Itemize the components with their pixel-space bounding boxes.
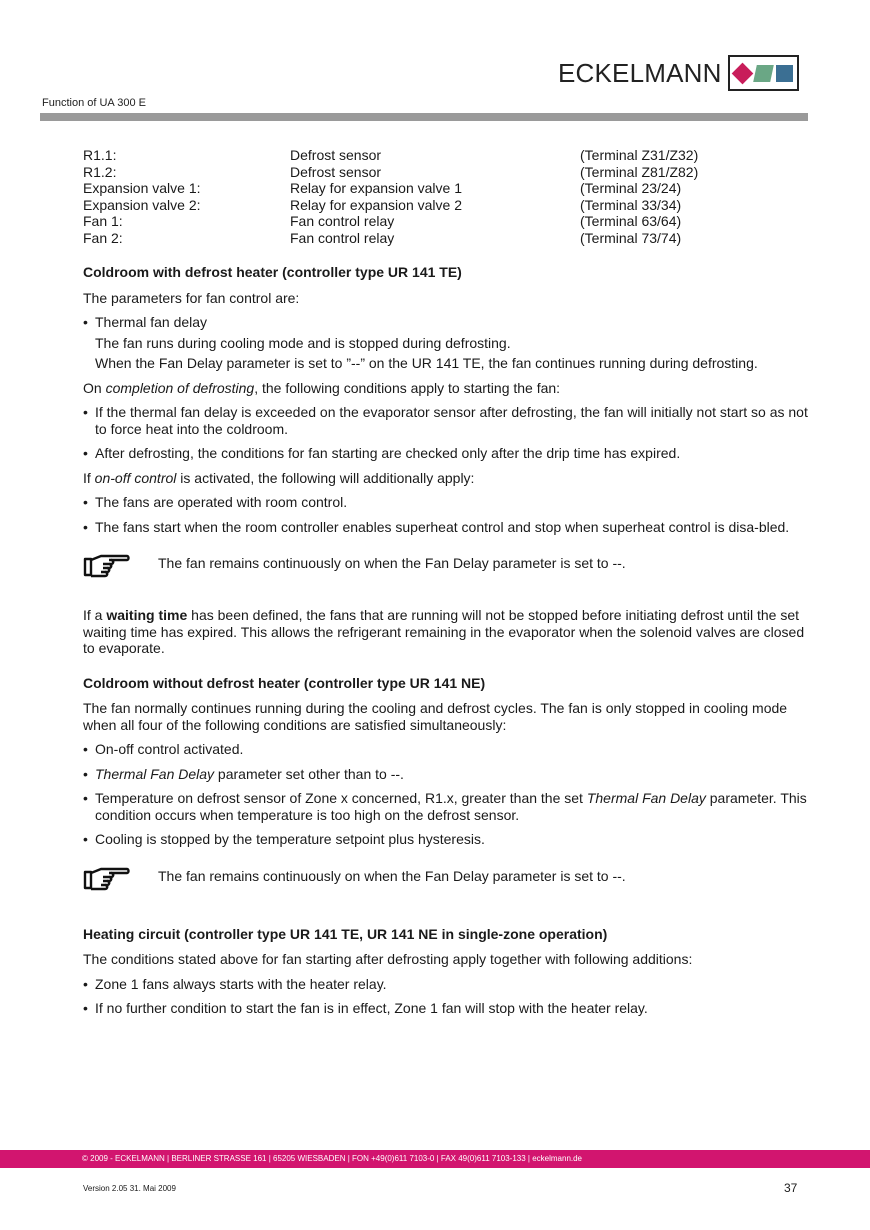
list-item: • Cooling is stopped by the temperature setpoint plus hysteresis. bbox=[83, 831, 810, 848]
section-heading: Heating circuit (controller type UR 141 TE, UR 141 NE in single-zone operation) bbox=[83, 925, 608, 942]
header-divider bbox=[40, 113, 808, 121]
table-row: Expansion valve 2: Relay for expansion valve 2 (Terminal 33/34) bbox=[83, 196, 682, 213]
footer-address: © 2009 - ECKELMANN | BERLINER STRASSE 161 | 65205 WIESBADEN | FON +49(0)611 7103-0 | FAX 49(0)611 7103-133 | eckelmann.de bbox=[82, 1154, 583, 1163]
paragraph: The fan normally continues running during the cooling and defrost cycles. The fan is only stopped in cooling mode when all four of the following conditions are satisfied simultaneously: bbox=[83, 700, 788, 733]
list-item: • The fans are operated with room control. bbox=[83, 494, 810, 511]
table-row: R1.2: Defrost sensor (Terminal Z81/Z82) bbox=[83, 163, 699, 180]
terminal-table bbox=[83, 147, 698, 246]
paragraph: If on-off control is activated, the following will additionally apply: bbox=[83, 469, 475, 486]
pointing-hand-icon bbox=[83, 864, 131, 892]
list-item: • Zone 1 fans always starts with the heater relay. bbox=[83, 976, 810, 993]
section-label: Function of UA 300 E bbox=[42, 97, 146, 109]
version-label: Version 2.05 31. Mai 2009 bbox=[83, 1184, 176, 1193]
table-row: R1.1: Defrost sensor (Terminal Z31/Z32) bbox=[83, 147, 699, 163]
note-text: The fan remains continuously on when the Fan Delay parameter is set to --. bbox=[158, 867, 626, 884]
list-item: • The fans start when the room controller enables superheat control and stop when superheat control is disa-bled. bbox=[83, 519, 810, 536]
table-row: Expansion valve 1: Relay for expansion valve 1 (Terminal 23/24) bbox=[83, 180, 682, 196]
table-row: Fan 2: Fan control relay (Terminal 73/74) bbox=[83, 229, 682, 246]
paragraph: On completion of defrosting, the following conditions apply to starting the fan: bbox=[83, 379, 561, 396]
list-item: • Thermal fan delay The fan runs during cooling mode and is stopped during defrosting. When the Fan Delay parameter is set to ”--” on the UR 141 TE, the fan continues running during defrosting. bbox=[83, 314, 810, 372]
page-number: 37 bbox=[784, 1181, 798, 1195]
logo-marks-icon bbox=[728, 55, 799, 91]
note-box bbox=[83, 868, 810, 898]
footer-bar bbox=[0, 1150, 870, 1168]
list-item: • On-off control activated. bbox=[83, 741, 810, 758]
page-content bbox=[83, 147, 810, 1025]
list-item: • After defrosting, the conditions for fan starting are checked only after the drip time has expired. bbox=[83, 445, 810, 462]
list-item: • If the thermal fan delay is exceeded on the evaporator sensor after defrosting, the fan will initially not start so as not to force heat into the coldroom. bbox=[83, 404, 810, 437]
list-item: • Thermal Fan Delay parameter set other than to --. bbox=[83, 766, 810, 783]
paragraph: If a waiting time has been defined, the fans that are running will not be stopped before initiating defrost until the set waiting time has expired. This allows the refrigerant remaining in the evaporator when the solenoid valves are closed to evaporate. bbox=[83, 607, 805, 656]
note-box bbox=[83, 555, 810, 585]
table-row: Fan 1: Fan control relay (Terminal 63/64) bbox=[83, 213, 682, 229]
list-item: • If no further condition to start the fan is in effect, Zone 1 fan will stop with the heater relay. bbox=[83, 1000, 810, 1017]
list-item: • Temperature on defrost sensor of Zone x concerned, R1.x, greater than the set Thermal Fan Delay parameter. This condition occurs when temperature is too high on the defrost sensor. bbox=[83, 790, 810, 823]
pointing-hand-icon bbox=[83, 551, 131, 579]
brand-name: ECKELMANN bbox=[558, 57, 722, 88]
section-heading: Coldroom with defrost heater (controller type UR 141 TE) bbox=[83, 264, 462, 280]
paragraph: The conditions stated above for fan starting after defrosting apply together with following additions: bbox=[83, 951, 693, 967]
section-heading: Coldroom without defrost heater (controller type UR 141 NE) bbox=[83, 674, 486, 691]
paragraph: The parameters for fan control are: bbox=[83, 289, 300, 306]
note-text: The fan remains continuously on when the Fan Delay parameter is set to --. bbox=[158, 555, 626, 571]
brand-logo bbox=[558, 56, 799, 90]
